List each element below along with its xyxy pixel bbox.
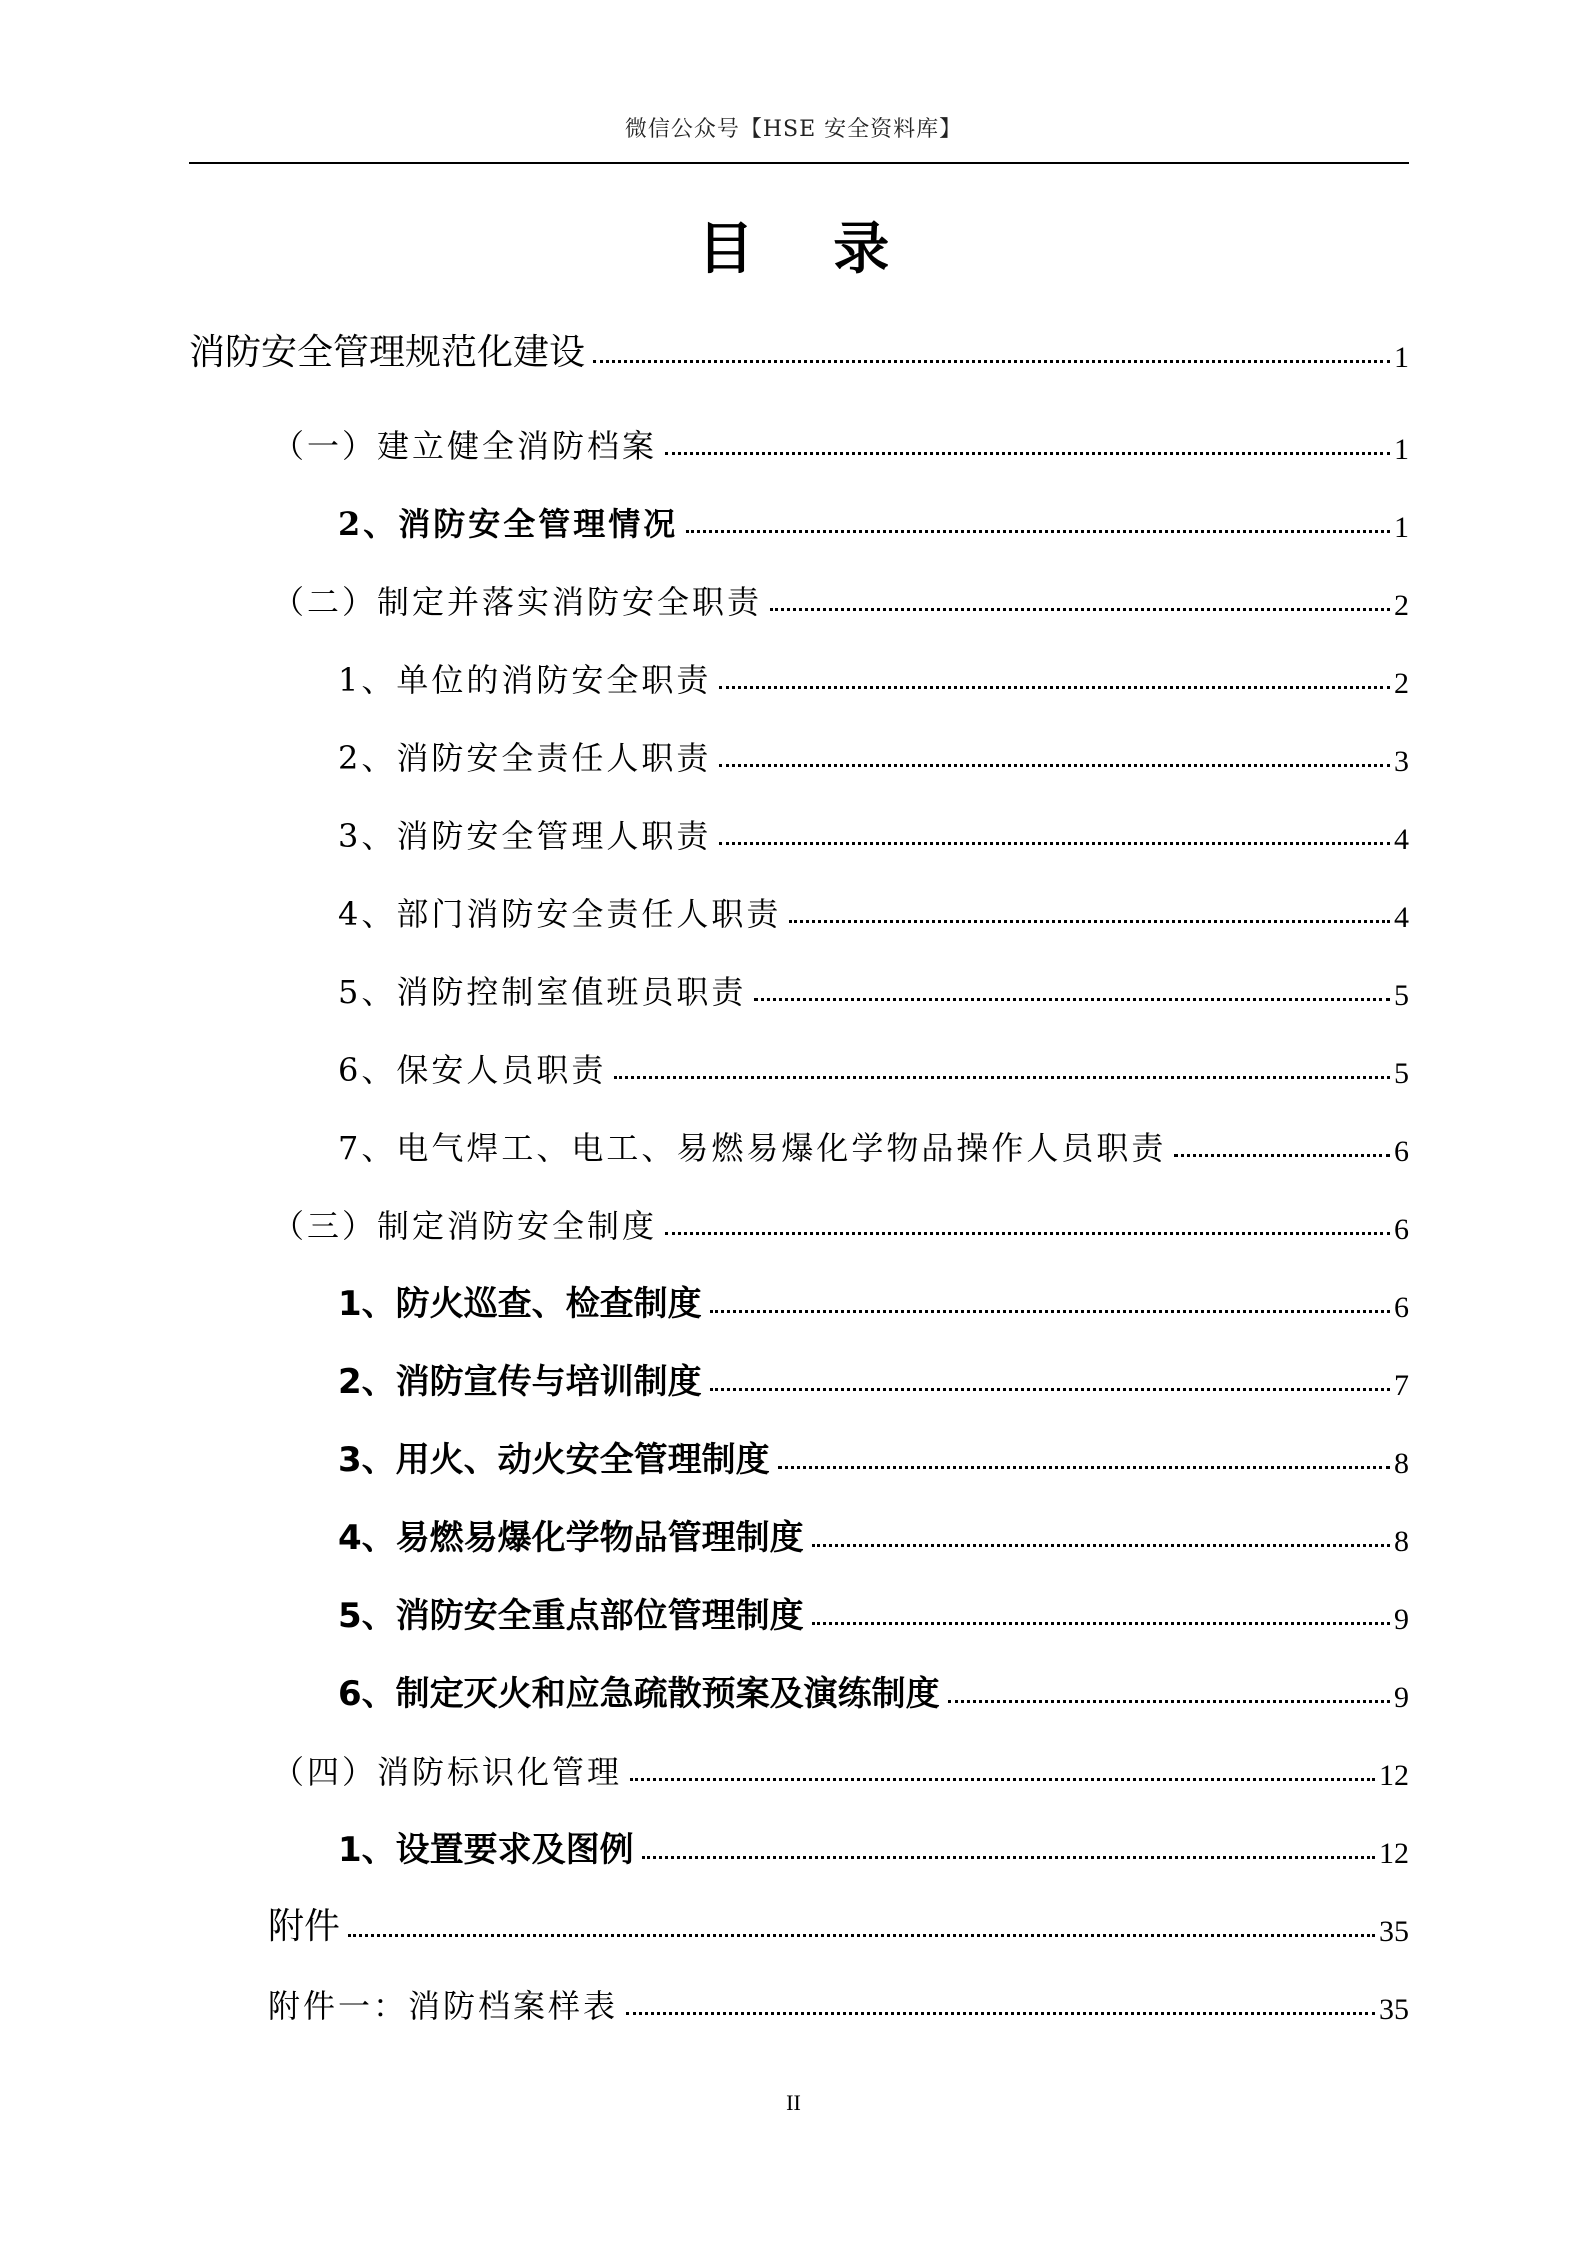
toc-entry-text: 3、消防安全管理人职责 bbox=[338, 817, 712, 855]
toc-entry[interactable] bbox=[338, 1265, 1409, 1325]
toc-entry-text: 附件 bbox=[268, 1906, 341, 1947]
toc-leader-dots bbox=[1174, 1154, 1390, 1157]
toc-entry[interactable] bbox=[338, 719, 1409, 779]
toc-entry-page: 1 bbox=[1394, 341, 1409, 374]
toc-entry-page: 6 bbox=[1394, 1135, 1409, 1168]
toc-entry-text: （四）消防标识化管理 bbox=[272, 1753, 623, 1791]
toc-entry-text: 1、单位的消防安全职责 bbox=[338, 661, 712, 699]
toc-entry-page: 6 bbox=[1394, 1213, 1409, 1246]
toc-entry[interactable] bbox=[338, 485, 1409, 545]
toc-entry-text: 1、设置要求及图例 bbox=[338, 1830, 634, 1870]
toc-leader-dots bbox=[719, 842, 1390, 845]
toc-entry[interactable] bbox=[338, 1811, 1409, 1871]
toc-entry-text: 5、消防安全重点部位管理制度 bbox=[338, 1596, 804, 1636]
toc-entry-page: 9 bbox=[1394, 1681, 1409, 1714]
toc-entry[interactable] bbox=[338, 1499, 1409, 1559]
toc-entry-page: 9 bbox=[1394, 1603, 1409, 1636]
toc-entry-text: 6、制定灭火和应急疏散预案及演练制度 bbox=[338, 1674, 940, 1714]
toc-entry[interactable] bbox=[338, 797, 1409, 857]
toc-entry-page: 12 bbox=[1379, 1837, 1409, 1870]
page-number: II bbox=[786, 2090, 801, 2115]
toc-entry-text: 1、防火巡查、检查制度 bbox=[338, 1284, 702, 1324]
toc-leader-dots bbox=[614, 1076, 1390, 1079]
toc-leader-dots bbox=[665, 452, 1390, 455]
toc-leader-dots bbox=[642, 1856, 1375, 1859]
toc-entry[interactable] bbox=[338, 1655, 1409, 1715]
toc-entry-text: 7、电气焊工、电工、易燃易爆化学物品操作人员职责 bbox=[338, 1129, 1167, 1167]
toc-entry[interactable] bbox=[272, 1187, 1409, 1247]
page-header: 微信公众号【HSE 安全资料库】 bbox=[624, 117, 963, 142]
toc-title: 目 录 bbox=[697, 217, 920, 282]
toc-entry-page: 4 bbox=[1394, 901, 1409, 934]
toc-entry-page: 5 bbox=[1394, 1057, 1409, 1090]
toc-entry-page: 35 bbox=[1379, 1993, 1409, 2026]
toc-entry-text: 2、消防宣传与培训制度 bbox=[338, 1362, 702, 1402]
toc-leader-dots bbox=[710, 1388, 1390, 1391]
toc-entry-page: 3 bbox=[1394, 745, 1409, 778]
toc-entry[interactable] bbox=[338, 1031, 1409, 1091]
toc-entry-text: 3、用火、动火安全管理制度 bbox=[338, 1440, 770, 1480]
toc-leader-dots bbox=[665, 1232, 1390, 1235]
toc-entry-page: 5 bbox=[1394, 979, 1409, 1012]
toc-entry-text: 消防安全管理规范化建设 bbox=[189, 332, 586, 373]
toc-entry-page: 7 bbox=[1394, 1369, 1409, 1402]
toc-entry-text: 4、易燃易爆化学物品管理制度 bbox=[338, 1518, 804, 1558]
toc-entry-text: 2、消防安全管理情况 bbox=[338, 505, 679, 543]
toc-entry-page: 4 bbox=[1394, 823, 1409, 856]
toc-entry-page: 6 bbox=[1394, 1291, 1409, 1324]
toc-entry-page: 2 bbox=[1394, 589, 1409, 622]
toc-leader-dots bbox=[626, 2012, 1375, 2015]
toc-leader-dots bbox=[948, 1700, 1390, 1703]
toc-entry[interactable] bbox=[268, 1967, 1409, 2027]
toc-entry-text: 4、部门消防安全责任人职责 bbox=[338, 895, 782, 933]
toc-leader-dots bbox=[630, 1778, 1375, 1781]
toc-entry-page: 8 bbox=[1394, 1447, 1409, 1480]
toc-entry[interactable] bbox=[272, 1733, 1409, 1793]
toc-entry[interactable] bbox=[338, 1421, 1409, 1481]
toc-leader-dots bbox=[812, 1622, 1390, 1625]
toc-entry[interactable] bbox=[338, 953, 1409, 1013]
toc-entry-page: 35 bbox=[1379, 1915, 1409, 1948]
toc-entry-page: 1 bbox=[1394, 511, 1409, 544]
toc-entry[interactable] bbox=[338, 641, 1409, 701]
toc-leader-dots bbox=[719, 764, 1390, 767]
toc-entry[interactable] bbox=[338, 875, 1409, 935]
toc-entry[interactable] bbox=[338, 1577, 1409, 1637]
toc-leader-dots bbox=[778, 1466, 1390, 1469]
header-divider bbox=[189, 162, 1409, 164]
toc-leader-dots bbox=[812, 1544, 1390, 1547]
toc-leader-dots bbox=[770, 608, 1390, 611]
toc-entry-page: 1 bbox=[1394, 433, 1409, 466]
toc-entry-text: 6、保安人员职责 bbox=[338, 1051, 607, 1089]
toc-leader-dots bbox=[593, 360, 1390, 363]
toc-entry-text: 5、消防控制室值班员职责 bbox=[338, 973, 747, 1011]
toc-entry-text: （三）制定消防安全制度 bbox=[272, 1207, 658, 1245]
toc-entry[interactable] bbox=[272, 563, 1409, 623]
toc-leader-dots bbox=[789, 920, 1390, 923]
toc-entry[interactable] bbox=[338, 1343, 1409, 1403]
toc-entry-text: 附件一：消防档案样表 bbox=[268, 1987, 619, 2025]
toc-entry-page: 12 bbox=[1379, 1759, 1409, 1792]
toc-leader-dots bbox=[719, 686, 1390, 689]
toc-entry-page: 2 bbox=[1394, 667, 1409, 700]
toc-entry-text: 2、消防安全责任人职责 bbox=[338, 739, 712, 777]
toc-leader-dots bbox=[754, 998, 1390, 1001]
toc-entry-page: 8 bbox=[1394, 1525, 1409, 1558]
toc-leader-dots bbox=[348, 1934, 1375, 1937]
toc-entry[interactable] bbox=[272, 407, 1409, 467]
toc-entry[interactable] bbox=[268, 1889, 1409, 1949]
toc-entry[interactable] bbox=[338, 1109, 1409, 1169]
toc-leader-dots bbox=[710, 1310, 1390, 1313]
toc-leader-dots bbox=[686, 530, 1390, 533]
toc-entry-text: （一）建立健全消防档案 bbox=[272, 427, 658, 465]
toc-entry[interactable] bbox=[189, 315, 1409, 375]
toc-entry-text: （二）制定并落实消防安全职责 bbox=[272, 583, 763, 621]
